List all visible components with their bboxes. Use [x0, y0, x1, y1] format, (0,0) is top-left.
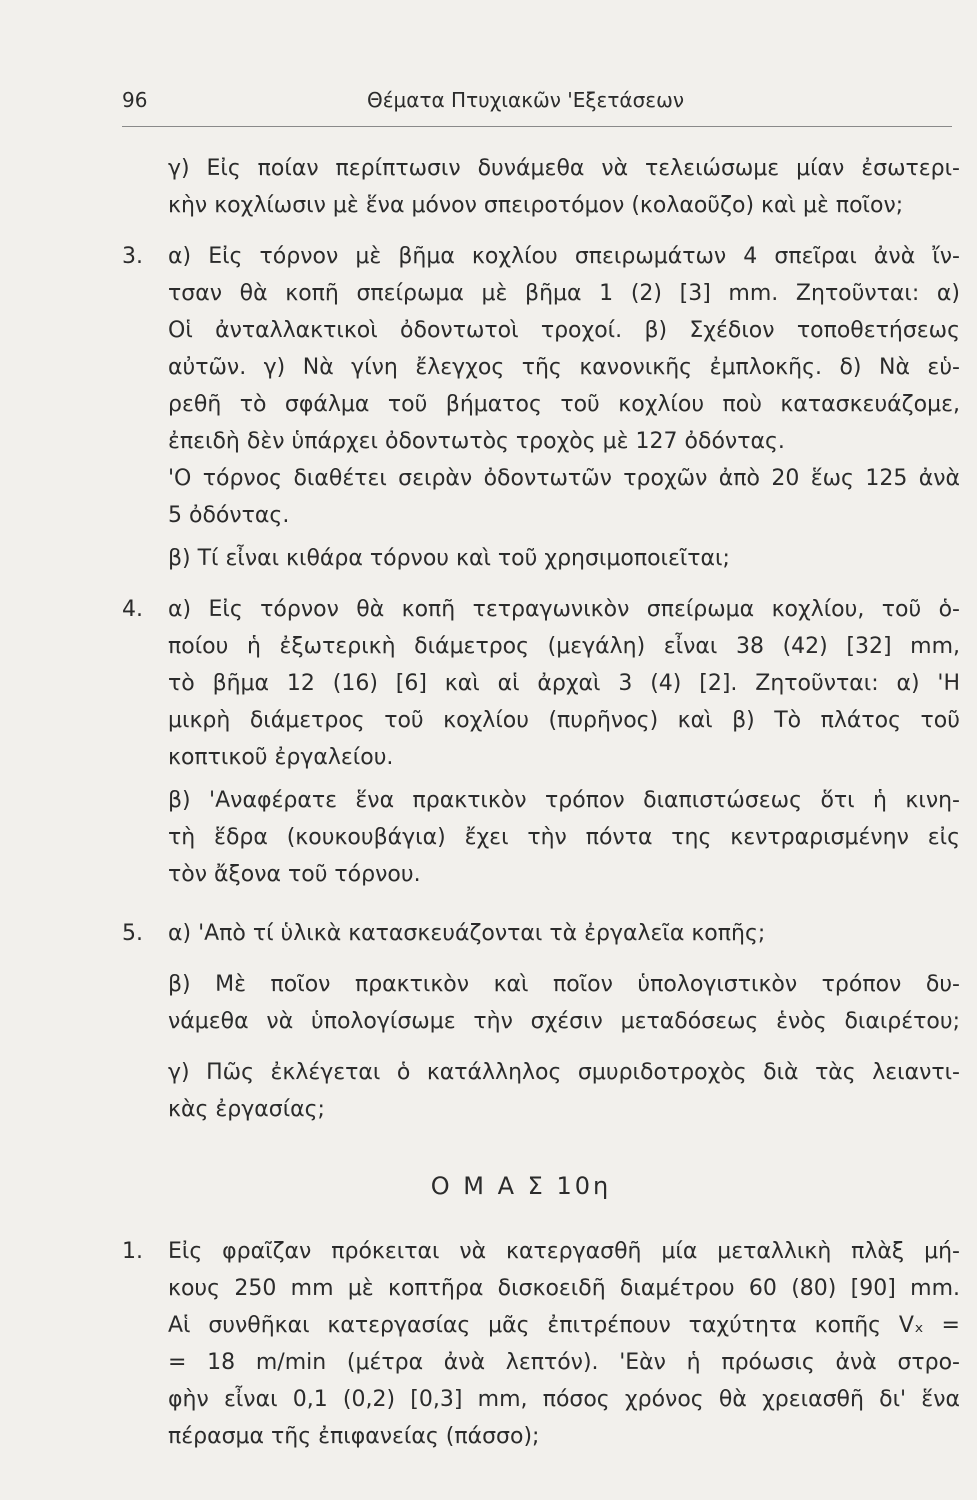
text-line: ρεθῆ τὸ σφάλμα τοῦ βήματος τοῦ κοχλίου ποὺ κατασκευάζομε, — [168, 392, 960, 417]
text-line: νάμεθα νὰ ὑπολογίσωμε τὴν σχέσιν μεταδόσεως ἑνὸς διαιρέτου; — [168, 1009, 960, 1034]
question-number: 3. — [122, 244, 143, 269]
text-line: γ) Πῶς ἐκλέγεται ὁ κατάλληλος σμυριδοτροχὸς διὰ τὰς λειαντι- — [168, 1060, 960, 1085]
text-line: ἐπειδὴ δὲν ὑπάρχει ὀδοντωτὸς τροχὸς μὲ 127 ὀδόντας. — [168, 429, 785, 454]
page-number: 96 — [122, 88, 148, 112]
text-line: ποίου ἡ ἐξωτερικὴ διάμετρος (μεγάλη) εἶναι 38 (42) [32] mm, — [168, 634, 960, 659]
text-line: Οἱ ἀνταλλακτικοὶ ὀδοντωτοὶ τροχοί. β) Σχέδιον τοποθετήσεως — [168, 318, 960, 343]
text-line: α) Εἰς τόρνον μὲ βῆμα κοχλίου σπειρωμάτων 4 σπεῖραι ἀνὰ ἴν- — [168, 244, 960, 269]
text-line: 5 ὀδόντας. — [168, 503, 290, 528]
text-line: μικρὴ διάμετρος τοῦ κοχλίου (πυρῆνος) καὶ β) Τὸ πλάτος τοῦ — [168, 708, 960, 733]
text-line: κὴν κοχλίωσιν μὲ ἕνα μόνον σπειροτόμον (κολαοῦζο) καὶ μὲ ποῖον; — [168, 193, 904, 218]
header-rule — [122, 126, 952, 127]
text-line: κους 250 mm μὲ κοπτῆρα δισκοειδῆ διαμέτρου 60 (80) [90] mm. — [168, 1276, 960, 1301]
text-line: φὴν εἶναι 0,1 (0,2) [0,3] mm, πόσος χρόνος θὰ χρειασθῆ δι' ἕνα — [168, 1387, 960, 1412]
text-line: = 18 m/min (μέτρα ἀνὰ λεπτόν). 'Εὰν ἡ πρόωσις ἀνὰ στρο- — [168, 1350, 960, 1375]
question-5 — [122, 915, 960, 1128]
text-line: β) Μὲ ποῖον πρακτικὸν καὶ ποῖον ὑπολογιστικὸν τρόπον δυ- — [168, 972, 960, 997]
text-line: β) Τί εἶναι κιθάρα τόρνου καὶ τοῦ χρησιμοποιεῖται; — [168, 546, 730, 571]
text-line: α) Εἰς τόρνον θὰ κοπῆ τετραγωνικὸν σπείρωμα κοχλίου, τοῦ ὁ- — [168, 597, 960, 622]
text-line: Αἱ συνθῆκαι κατεργασίας μᾶς ἐπιτρέπουν ταχύτητα κοπῆς Vₓ = — [168, 1313, 960, 1338]
text-line: κὰς ἐργασίας; — [168, 1097, 325, 1122]
text-line: γ) Εἰς ποίαν περίπτωσιν δυνάμεθα νὰ τελειώσωμε μίαν ἐσωτερι- — [168, 156, 960, 181]
text-line: β) 'Αναφέρατε ἕνα πρακτικὸν τρόπον διαπιστώσεως ὅτι ἡ κινη- — [168, 788, 960, 813]
text-line: τὴ ἕδρα (κουκουβάγια) ἔχει τὴν πόντα της κεντραρισμένην εἰς — [168, 825, 960, 850]
question-2-gamma — [122, 150, 960, 224]
running-title: Θέματα Πτυχιακῶν 'Εξετάσεων — [367, 88, 684, 112]
text-line: 'Ο τόρνος διαθέτει σειρὰν ὀδοντωτῶν τροχῶν ἀπὸ 20 ἕως 125 ἀνὰ — [168, 466, 960, 491]
question-4 — [122, 591, 960, 893]
text-line: αὐτῶν. γ) Νὰ γίνη ἔλεγχος τῆς κανονικῆς ἐμπλοκῆς. δ) Νὰ εὑ- — [168, 355, 960, 380]
text-line: τὸν ἄξονα τοῦ τόρνου. — [168, 862, 421, 887]
section-title: Ο Μ Α Σ 10η — [430, 1172, 612, 1200]
text-line: τσαν θὰ κοπῆ σπείρωμα μὲ βῆμα 1 (2) [3] mm. Ζητοῦνται: α) — [168, 281, 960, 306]
text-line: α) 'Απὸ τί ὑλικὰ κατασκευάζονται τὰ ἐργαλεῖα κοπῆς; — [168, 921, 766, 946]
question-number: 5. — [122, 921, 143, 946]
page-content — [122, 150, 960, 1455]
text-line: Εἰς φραῖζαν πρόκειται νὰ κατεργασθῆ μία μεταλλικὴ πλὰξ μή- — [168, 1239, 960, 1264]
page-header — [122, 88, 952, 120]
text-line: πέρασμα τῆς ἐπιφανείας (πάσσο); — [168, 1424, 540, 1449]
question-number: 1. — [122, 1239, 143, 1264]
text-line: τὸ βῆμα 12 (16) [6] καὶ αἱ ἀρχαὶ 3 (4) [2]. Ζητοῦνται: α) 'Η — [168, 671, 960, 696]
text-line: κοπτικοῦ ἐργαλείου. — [168, 745, 394, 770]
group-10-question-1 — [122, 1233, 960, 1455]
question-3 — [122, 238, 960, 577]
question-number: 4. — [122, 597, 143, 622]
